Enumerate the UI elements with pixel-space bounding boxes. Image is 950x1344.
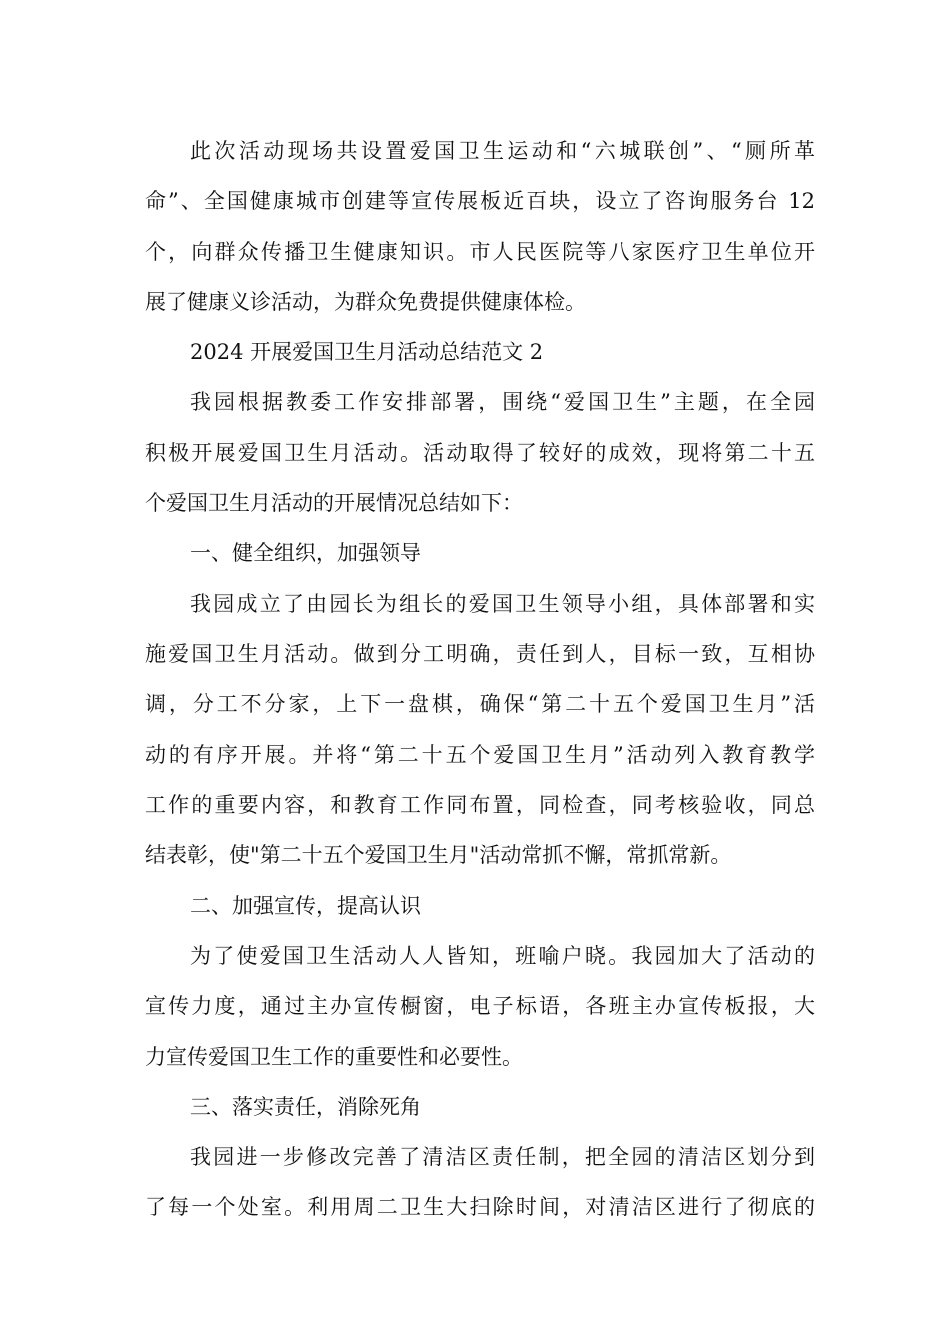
paragraph-3-line-5: 工作的重要内容，和教育工作同布置，同检查，同考核验收，同总 <box>145 793 815 817</box>
paragraph-3-line-4: 动的有序开展。并将“第二十五个爱国卫生月”活动列入教育教学 <box>145 743 815 767</box>
paragraph-2-line-2: 积极开展爱国卫生月活动。活动取得了较好的成效，现将第二十五 <box>145 441 815 465</box>
paragraph-4-line-1: 为了使爱国卫生活动人人皆知，班喻户晓。我园加大了活动的 <box>190 944 815 968</box>
paragraph-3-line-3: 调，分工不分家，上下一盘棋，确保“第二十五个爱国卫生月”活 <box>145 692 815 716</box>
heading-1: 一、健全组织，加强领导 <box>190 541 421 565</box>
heading-3: 三、落实责任，消除死角 <box>190 1095 421 1119</box>
paragraph-1-line-2: 命”、全国健康城市创建等宣传展板近百块，设立了咨询服务台 12 <box>145 189 815 213</box>
paragraph-1-line-1: 此次活动现场共设置爱国卫生运动和“六城联创”、“厕所革 <box>190 139 815 163</box>
paragraph-3-line-1: 我园成立了由园长为组长的爱国卫生领导小组，具体部署和实 <box>190 592 815 616</box>
paragraph-2-line-1: 我园根据教委工作安排部署，围绕“爱国卫生”主题，在全园 <box>190 390 815 414</box>
heading-2: 二、加强宣传，提高认识 <box>190 894 421 918</box>
paragraph-4-line-2: 宣传力度，通过主办宣传橱窗，电子标语，各班主办宣传板报，大 <box>145 994 815 1018</box>
paragraph-4-line-3: 力宣传爱国卫生工作的重要性和必要性。 <box>145 1045 523 1069</box>
paragraph-3-line-2: 施爱国卫生月活动。做到分工明确，责任到人，目标一致，互相协 <box>145 642 815 666</box>
paragraph-1-line-3: 个，向群众传播卫生健康知识。市人民医院等八家医疗卫生单位开 <box>145 240 815 264</box>
paragraph-2-line-3: 个爱国卫生月活动的开展情况总结如下： <box>145 491 523 515</box>
paragraph-5-line-1: 我园进一步修改完善了清洁区责任制，把全园的清洁区划分到 <box>190 1145 815 1169</box>
paragraph-3-line-6: 结表彰，使"第二十五个爱国卫生月"活动常抓不懈，常抓常新。 <box>145 843 732 867</box>
section-title: 2024 开展爱国卫生月活动总结范文 2 <box>190 340 544 364</box>
paragraph-1-line-4: 展了健康义诊活动，为群众免费提供健康体检。 <box>145 290 586 314</box>
paragraph-5-line-2: 了每一个处室。利用周二卫生大扫除时间，对清洁区进行了彻底的 <box>145 1195 815 1219</box>
